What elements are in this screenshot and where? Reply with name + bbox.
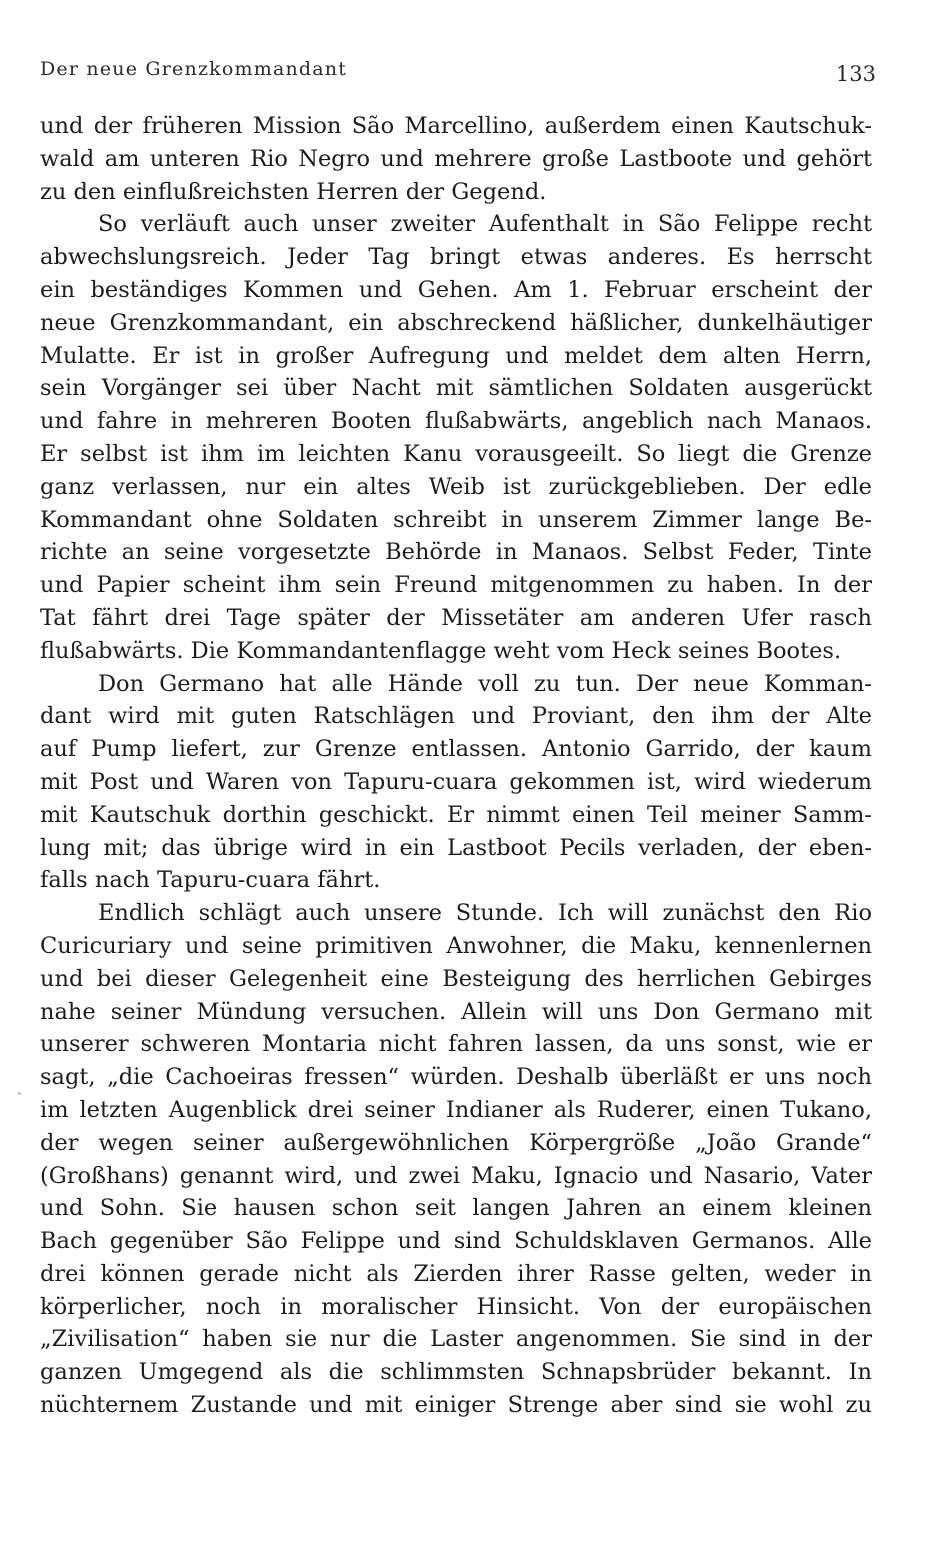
text-line: Kommandant ohne Soldaten schreibt in unserem Zimmer lange Be- (40, 506, 872, 533)
text-line: Curicuriary und seine primitiven Anwohner, die Maku, kennenlernen (40, 932, 872, 959)
text-line: nahe seiner Mündung versuchen. Allein will uns Don Germano mit (40, 998, 872, 1025)
paper-speck (18, 1092, 21, 1095)
text-line: und Papier scheint ihm sein Freund mitgenommen zu haben. In der (40, 572, 872, 599)
text-line: Mulatte. Er ist in großer Aufregung und meldet dem alten Herrn, (40, 342, 872, 369)
page-number: 133 (835, 62, 876, 86)
text-line: und bei dieser Gelegenheit eine Besteigung des herrlichen Gebirges (40, 965, 872, 992)
text-line: im letzten Augenblick drei seiner Indianer als Ruderer, einen Tukano, (40, 1096, 872, 1123)
text-line: „Zivilisation“ haben sie nur die Laster angenommen. Sie sind in der (40, 1326, 872, 1353)
paragraph-first-line: So verläuft auch unser zweiter Aufenthalt in São Felippe recht (98, 211, 872, 238)
running-head (40, 58, 876, 88)
text-line: sein Vorgänger sei über Nacht mit sämtlichen Soldaten ausgerückt (40, 375, 872, 402)
text-line: mit Kautschuk dorthin geschickt. Er nimmt einen Teil meiner Samm- (40, 801, 872, 828)
text-line: neue Grenzkommandant, ein abschreckend häßlicher, dunkelhäutiger (40, 309, 872, 336)
text-line: Bach gegenüber São Felippe und sind Schuldsklaven Germanos. Alle (40, 1228, 872, 1255)
body-text (40, 110, 872, 1422)
text-line: mit Post und Waren von Tapuru-cuara gekommen ist, wird wiederum (40, 768, 872, 795)
paragraph-first-line: Endlich schlägt auch unsere Stunde. Ich will zunächst den Rio (98, 900, 872, 927)
text-line: drei können gerade nicht als Zierden ihrer Rasse gelten, weder in (40, 1260, 872, 1287)
text-line: (Großhans) genannt wird, und zwei Maku, Ignacio und Nasario, Vater (40, 1162, 872, 1189)
text-line: und der früheren Mission São Marcellino, außerdem einen Kautschuk- (40, 113, 872, 139)
text-line: dant wird mit guten Ratschlägen und Proviant, den ihm der Alte (40, 703, 872, 730)
text-line: und Sohn. Sie hausen schon seit langen Jahren an einem kleinen (40, 1195, 872, 1222)
running-title: Der neue Grenzkommandant (40, 58, 348, 80)
text-line: zu den einflußreichsten Herren der Gegend. (40, 178, 547, 205)
text-line: abwechslungsreich. Jeder Tag bringt etwas anderes. Es herrscht (40, 244, 872, 271)
text-line: der wegen seiner außergewöhnlichen Körpergröße „João Grande“ (40, 1129, 872, 1156)
text-line: auf Pump liefert, zur Grenze entlassen. Antonio Garrido, der kaum (40, 736, 872, 763)
text-line: sagt, „die Cachoeiras fressen“ würden. Deshalb überläßt er uns noch (40, 1064, 872, 1091)
text-line: flußabwärts. Die Kommandantenflagge weht vom Heck seines Bootes. (40, 637, 842, 664)
text-line: lung mit; das übrige wird in ein Lastboot Pecils verladen, der eben- (40, 834, 872, 861)
text-line: unserer schweren Montaria nicht fahren lassen, da uns sonst, wie er (40, 1031, 872, 1058)
text-line: Er selbst ist ihm im leichten Kanu vorausgeeilt. So liegt die Grenze (40, 440, 872, 467)
text-line: falls nach Tapuru-cuara fährt. (40, 867, 381, 894)
text-line: ganzen Umgegend als die schlimmsten Schnapsbrüder bekannt. In (40, 1359, 872, 1386)
text-line: Tat fährt drei Tage später der Missetäter am anderen Ufer rasch (40, 604, 872, 631)
text-line: körperlicher, noch in moralischer Hinsicht. Von der europäischen (40, 1293, 872, 1320)
text-line: und fahre in mehreren Booten flußabwärts, angeblich nach Manaos. (40, 408, 872, 435)
text-line: ganz verlassen, nur ein altes Weib ist zurückgeblieben. Der edle (40, 473, 872, 500)
text-line: ein beständiges Kommen und Gehen. Am 1. Februar erscheint der (40, 276, 872, 303)
text-line: nüchternem Zustande und mit einiger Strenge aber sind sie wohl zu (40, 1392, 872, 1419)
text-line: wald am unteren Rio Negro und mehrere große Lastboote und gehört (40, 145, 872, 172)
paragraph-first-line: Don Germano hat alle Hände voll zu tun. Der neue Komman- (98, 670, 872, 697)
text-line: richte an seine vorgesetzte Behörde in Manaos. Selbst Feder, Tinte (40, 539, 872, 566)
